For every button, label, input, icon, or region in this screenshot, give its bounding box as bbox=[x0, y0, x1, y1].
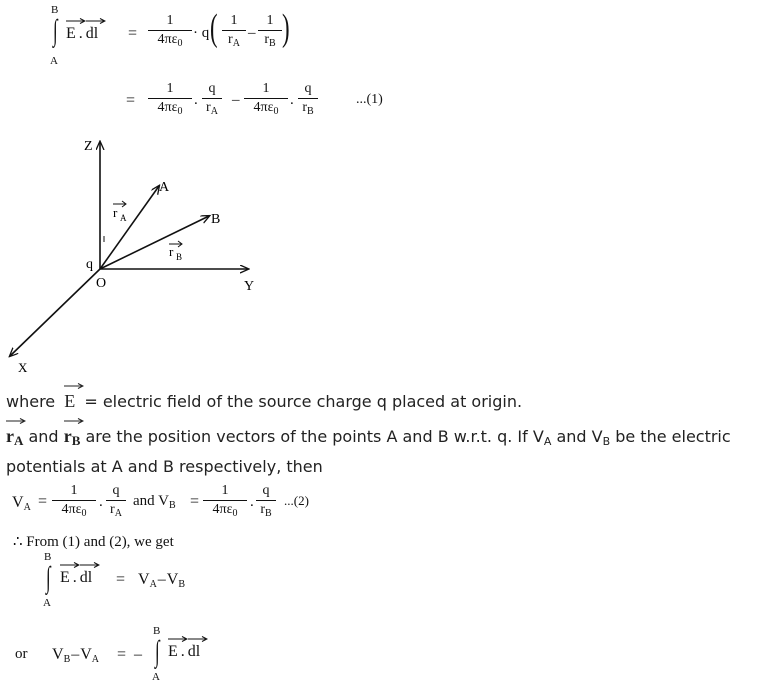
position-vector-ra bbox=[100, 186, 159, 269]
equation-label-1: ...(1) bbox=[356, 92, 383, 107]
charge-label: q bbox=[86, 257, 93, 272]
equals-sign: = bbox=[128, 25, 138, 42]
paren-close: ) bbox=[282, 7, 290, 49]
text-line-position-vectors: rA and rB are the position vectors of the points A and B w.r.t. q. If VA and VB be the electric bbox=[6, 426, 731, 447]
vector-dl: dl bbox=[86, 25, 98, 43]
integral-sign: ∫ bbox=[46, 561, 51, 594]
fraction-1-over-4pi-eps0: 1 $4\pi\varepsilon_0$ bbox=[203, 483, 247, 519]
integrand: E . dl bbox=[168, 643, 200, 661]
and-vb: and $V_B$ bbox=[133, 493, 176, 511]
integral-upper-limit: B bbox=[153, 625, 161, 637]
fraction-1-over-rb: 1 $r_B$ bbox=[258, 13, 282, 49]
potential-difference: VA–VB bbox=[138, 571, 186, 590]
integral-sign: ∫ bbox=[155, 635, 160, 668]
fraction-1-over-ra: 1 $r_A$ bbox=[222, 13, 246, 49]
dot-operator: . bbox=[99, 494, 103, 510]
vector-e: E bbox=[66, 25, 76, 43]
equation-label-2: ...(2) bbox=[284, 493, 309, 508]
integrand: E . dl bbox=[60, 569, 92, 587]
vector-rb-label bbox=[169, 241, 182, 262]
fraction-1-over-4pi-eps0: 1 $4\pi\varepsilon_0$ bbox=[148, 81, 192, 117]
equals-sign: = bbox=[38, 493, 48, 510]
x-axis bbox=[10, 269, 100, 356]
fraction-q-over-ra: q $r_A$ bbox=[106, 483, 126, 519]
therefore-line: ∴ From (1) and (2), we get bbox=[13, 534, 174, 550]
position-vector-rb bbox=[100, 216, 209, 269]
fraction-1-over-4pi-eps0: 1 $4\pi\varepsilon_0$ bbox=[52, 483, 96, 519]
dot-operator: . bbox=[250, 494, 254, 510]
vector-e: E bbox=[168, 643, 178, 661]
svg-text:A: A bbox=[120, 213, 127, 223]
point-a-label: A bbox=[159, 180, 170, 195]
text-line-where: where E = electric field of the source charge q placed at origin. bbox=[6, 391, 522, 412]
vector-arrow-icon bbox=[188, 636, 208, 642]
equals-sign: = bbox=[126, 92, 136, 109]
vector-arrow-icon bbox=[64, 418, 84, 424]
integral-lower-limit: A bbox=[43, 597, 51, 609]
paren-open: ( bbox=[210, 7, 218, 49]
potential-va: VA bbox=[12, 494, 31, 513]
equals-sign: = bbox=[190, 493, 200, 510]
vector-arrow-icon bbox=[6, 418, 26, 424]
svg-text:r: r bbox=[169, 244, 174, 259]
vector-ra: rA bbox=[6, 426, 23, 447]
vector-dl: dl bbox=[80, 569, 92, 587]
integral-upper-limit: B bbox=[51, 4, 59, 16]
vector-arrow-icon bbox=[66, 18, 86, 24]
dot-q: · q bbox=[193, 25, 210, 41]
vector-arrow-icon bbox=[64, 383, 84, 389]
integral-sign: ∫ bbox=[53, 14, 58, 47]
fraction-q-over-rb: q $r_B$ bbox=[298, 81, 318, 117]
vector-e: E bbox=[64, 391, 75, 412]
integral-lower-limit: A bbox=[152, 671, 160, 683]
vector-e: E bbox=[60, 569, 70, 587]
svg-text:r: r bbox=[113, 205, 118, 220]
coordinate-diagram bbox=[0, 130, 300, 380]
or-word: or bbox=[15, 646, 28, 662]
negative-sign: – bbox=[134, 646, 142, 663]
equals-sign: = bbox=[117, 646, 127, 663]
axis-label-x: X bbox=[18, 360, 28, 375]
vector-arrow-icon bbox=[80, 562, 100, 568]
vector-ra-label bbox=[113, 201, 127, 223]
dot-operator: . bbox=[194, 92, 198, 108]
fraction-1-over-4pi-eps0: 1 $4\pi\varepsilon_0$ bbox=[148, 13, 192, 49]
equals-sign: = bbox=[116, 571, 126, 588]
minus-sign: – bbox=[248, 25, 256, 41]
vector-dl: dl bbox=[188, 643, 200, 661]
integrand: E . dl bbox=[66, 25, 98, 43]
axis-label-y: Y bbox=[244, 279, 255, 294]
dot-operator: . bbox=[290, 92, 294, 108]
vector-rb: rB bbox=[64, 426, 81, 447]
minus-sign: – bbox=[232, 92, 240, 108]
origin-label: O bbox=[96, 276, 107, 291]
vector-arrow-icon bbox=[86, 18, 106, 24]
potential-difference: VB–VA bbox=[52, 646, 100, 665]
fraction-q-over-ra: q $r_A$ bbox=[202, 81, 222, 117]
text-line-potentials: potentials at A and B respectively, then bbox=[6, 457, 323, 476]
vector-arrow-icon bbox=[60, 562, 80, 568]
point-b-label: B bbox=[211, 212, 221, 227]
fraction-1-over-4pi-eps0: 1 $4\pi\varepsilon_0$ bbox=[244, 81, 288, 117]
fraction-q-over-rb: q $r_B$ bbox=[256, 483, 276, 519]
vector-arrow-icon bbox=[168, 636, 188, 642]
svg-text:B: B bbox=[176, 252, 183, 262]
integral-lower-limit: A bbox=[50, 55, 58, 67]
integral-upper-limit: B bbox=[44, 551, 52, 563]
axis-label-z: Z bbox=[84, 139, 93, 154]
